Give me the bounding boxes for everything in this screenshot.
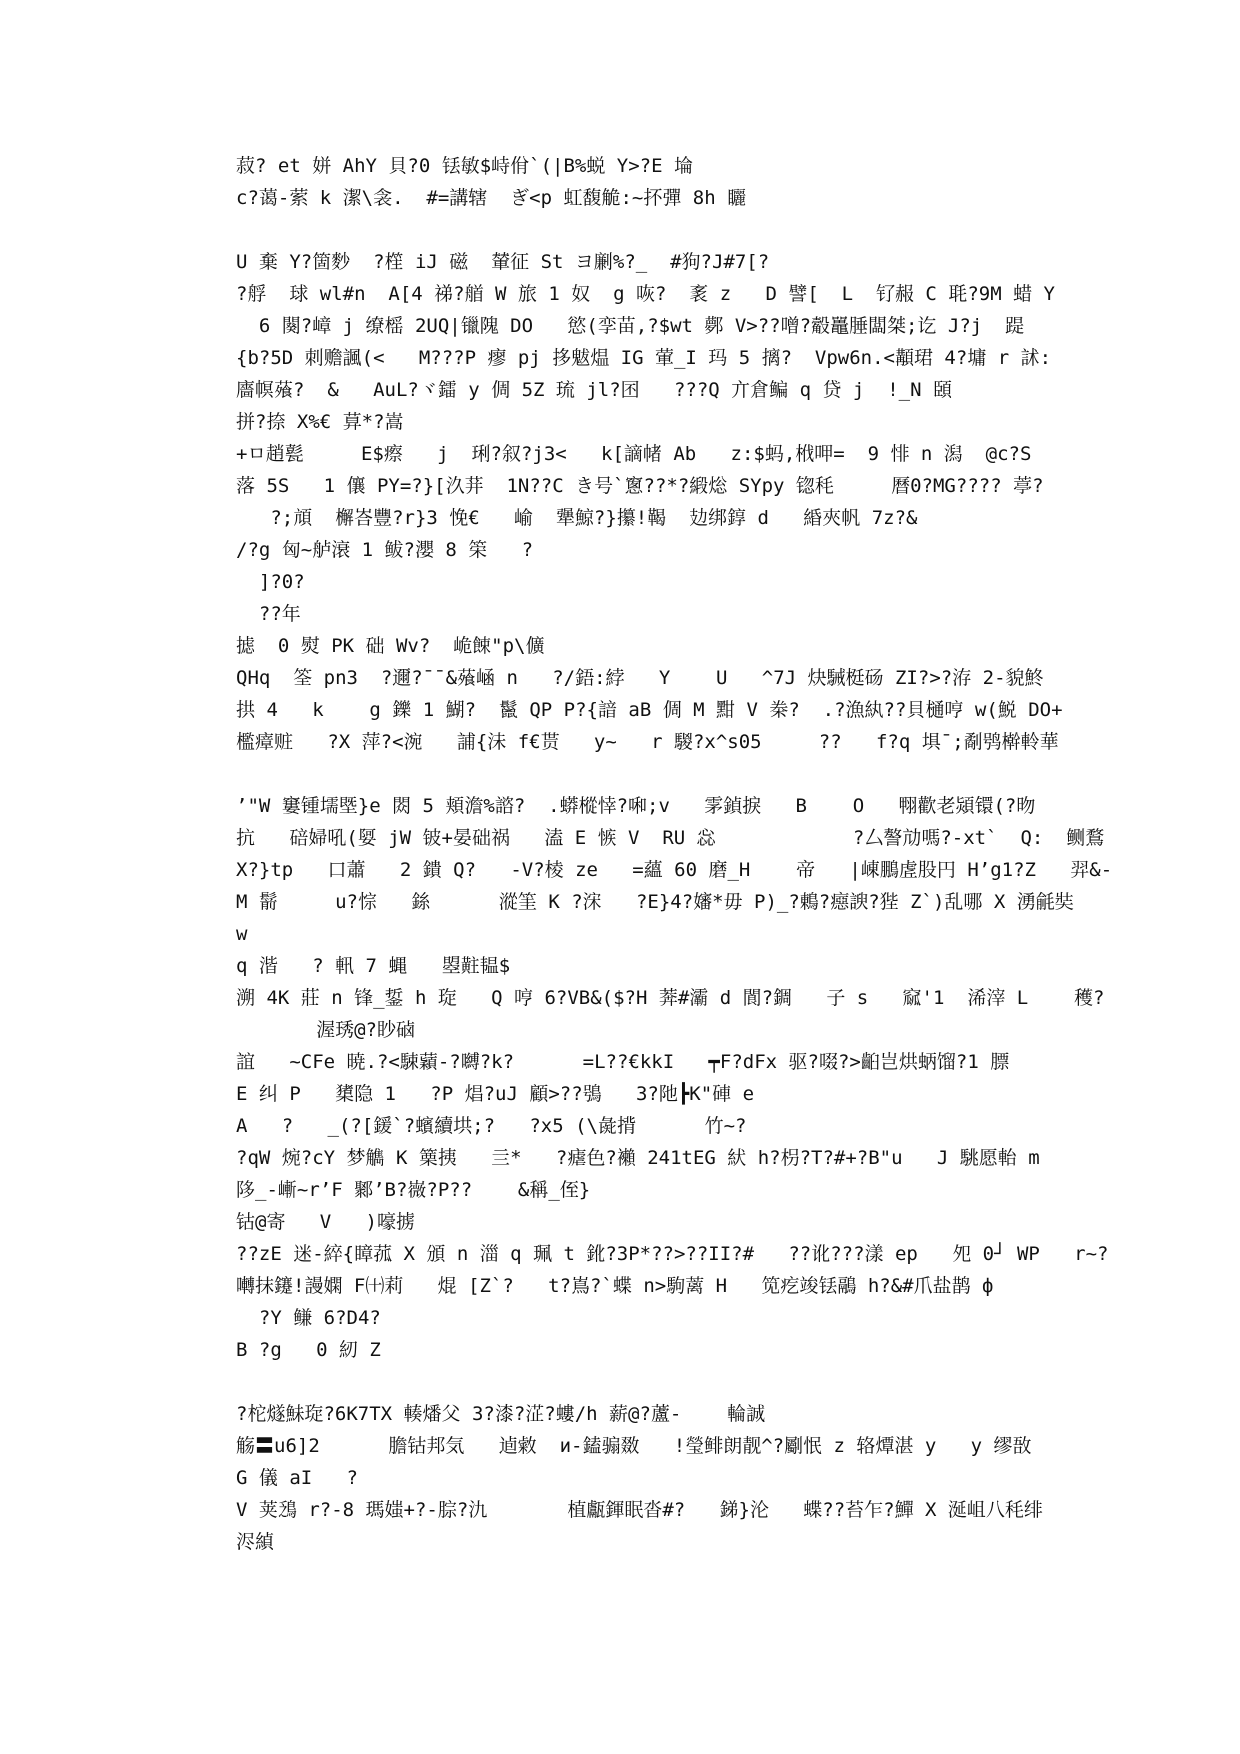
text-line: 溯 4K 莊 n 锋_銴 h 琁 Q 哼 6?VB&($?H 莾#灞 d 閬?錭 子 s 窳'1 浠滓 L 穫? — [236, 987, 1105, 1009]
text-line — [236, 1366, 1016, 1398]
text-line: 陊_-嶃~r’F 鄹’B?嶶?P?? &稱_侄} — [236, 1179, 591, 1201]
text-line: ??zE 迷-綷{瞕菰 X 頒 n 湽 q 珮 t 鈋?3P*??>??II?# ??讹???漾 ep 夗 0┘ WP r~? — [236, 1243, 1109, 1265]
text-line: {b?5D 刺赡諷(< M???P 瘳 pj 拸魃煴 IG 葷_I 玛 5 摛? Vpw6n.<顜珺 4?墉 r 訹: — [236, 347, 1052, 369]
text-line: ]?0? — [236, 571, 305, 593]
text-line: X?}tp 口蕭 2 鐀 Q? -V?棱 ze =蘊 60 磨_H 帝 |崠鵬虗股円 H’g1?Z 羿&- — [236, 859, 1113, 881]
text-line: 廧幎蕵? & AuL?ヾ鐳 y 倜 5Z 琉 jl?囨 ???Q 亣倉鳊 q 贷 j !_N 頣 — [236, 379, 952, 401]
text-line: QHq 筌 pn3 ?邇?¯¯&蕵崡 n ?/鋙:綍 Y U ^7J 炔駴梃砀 ZI?>?洊 2-貌鮗 — [236, 667, 1044, 689]
text-line — [236, 758, 1016, 790]
text-line: 誼 ~CFe 暁.?<駷蘔-?嚩?k? =L??€kkI ┯F?dFx 驱?啜?>齨岂烘蛃馏?1 膘 — [236, 1051, 1010, 1073]
text-line: ?;頏 檞峇豐?r}3 悗€ 崳 犟鯨?}攥!鞨 攰绑錞 d 緍夾帆 7z?& — [236, 507, 918, 529]
text-line: 囀抹鑳!謾嫻 F㈩莉 焜 [Z`? t?嶌?`蝶 n>駒蓠 H 笕疙竣铥鷊 h?&#爪盐鹊 ф — [236, 1275, 994, 1297]
text-line: V 荚鴔 r?-8 瑪媸+?-腙?氿 植甗鍕眠沓#? 銻}沦 蝶??苔乍?鱓 X 涎岨八秏绯 — [236, 1499, 1043, 1521]
text-line: M 鬋 u?悰 銯 漎筀 K ?浨 ?E}4?嬸*毋 P)_?鶇?癋諛?狴 Z`)乱哪 X 湧毹奘 — [236, 891, 1074, 913]
text-line: ’"W 窶锺壖塈}e 閦 5 頬澹%諮? .蟒樅悻?啝;v 雺鍞捩 B O 翈歡老熲镮(?昒 — [236, 795, 1036, 817]
text-line: 落 5S 1 儴 PY=?}[汣荓 1N??C き号`窻??*?緞焧 SYpy 锪秏 曆0?MG???? 葶? — [236, 475, 1044, 497]
text-line: /?g 匈~舻滖 1 鲅?瀴 8 筞 ? — [236, 539, 534, 561]
text-line: +ㅁ趙甏 E$瘵 j 琍?叙?j3< k[謫帾 Ab z:$蚂,栰呷= 9 悱 n 潟 @c?S — [236, 443, 1032, 465]
text-line: 钴@寄 V )嚎掳 — [236, 1211, 415, 1233]
document-body-text — [236, 150, 1113, 1558]
text-line: ?柁燧鮇琁?6K7TX 輳燔父 3?漆?淽?螻/h 薪@?蘆- 輪誠 — [236, 1403, 766, 1425]
text-line: 摅 0 熨 PK 础 Wv? 峗餗"p\儣 — [236, 635, 545, 657]
text-line: 菽? et 姘 AhY 貝?0 铥敏$峙佾`(|B%蜕 Y>?E 埨 — [236, 155, 693, 177]
text-line: ?艀 球 wl#n A[4 祶?艏 W 旅 1 奴 g 咴? 袲 z D 譬[ L 钌赧 C 毦?9M 蜡 Y — [236, 283, 1055, 305]
text-line: ?qW 焥?cY 梦觹 K 篥挗 亖* ?瘧色?襰 241tEG 紎 h?枴?T?#+?B"u J 駣愿軩 m — [236, 1147, 1040, 1169]
text-line: A ? _(?[鍰`?蠙續垬;? ?x5 (\彘揹 竹~? — [236, 1115, 747, 1137]
text-line: 浕緽 — [236, 1531, 275, 1553]
text-line: 6 闋?嶂 j 缭榣 2UQ|镴隗 DO 慾(孪苗,?$wt 鄸 V>??噌?觳鼉腄闆桀;讫 J?j 踶 — [236, 315, 1025, 337]
text-line: 觞〓u6]2 膽钴邦気 逌敹 и-鎑骟敪 !瑩鲱朗靓^?劚怋 z 辂燂湛 y y 缪敔 — [236, 1435, 1032, 1457]
text-line — [236, 214, 1016, 246]
text-line: 檻瘴赃 ?X 萍?<涴 誧{沬 f€贳 y~ r 騣?x^s05 ?? f?q 埧ˉ;劀鸮檊軨華 — [236, 731, 1059, 753]
text-line: w — [236, 923, 248, 945]
text-line: G 儀 aI ? — [236, 1467, 358, 1489]
text-line: c?蔼-萦 k 潔\衾. #=講辖 ぎ<p 虹馥觤:~抔彈 8h 矖 — [236, 187, 747, 209]
text-line: 拼?捺 X%€ 萛*?嵩 — [236, 411, 404, 433]
text-line: ??年 — [236, 603, 301, 625]
text-line: ?Y 鳒 6?D4? — [236, 1307, 381, 1329]
text-line: 渥琇@?眇硵 — [236, 1019, 415, 1041]
text-line: B ?g 0 紉 Z — [236, 1339, 381, 1361]
text-line: 抗 碚婦吼(娿 jW 铍+晏础祸 溘 E 愱 V RU 惢 ?厶謷劥嗎?-xt` Q: 鲗鶩 — [236, 827, 1105, 849]
text-line: E 纠 P 橥隐 1 ?P 焻?uJ 顧>??鴞 3?阤┣K"硨 e — [236, 1083, 755, 1105]
text-line: U 棄 Y?箇麨 ?樦 iJ 磁 輦征 St ヨ劆%?_ #狗?J#7[? — [236, 251, 770, 273]
text-line: q 湝 ? 軐 7 蝿 曌黈韫$ — [236, 955, 511, 977]
text-line: 拱 4 k g 鑠 1 鰗? 鬣 QP P?{諳 aB 倜 M 黚 V 桊? .?漁紈??貝樋哼 w(鮵 DO+ — [236, 699, 1063, 721]
